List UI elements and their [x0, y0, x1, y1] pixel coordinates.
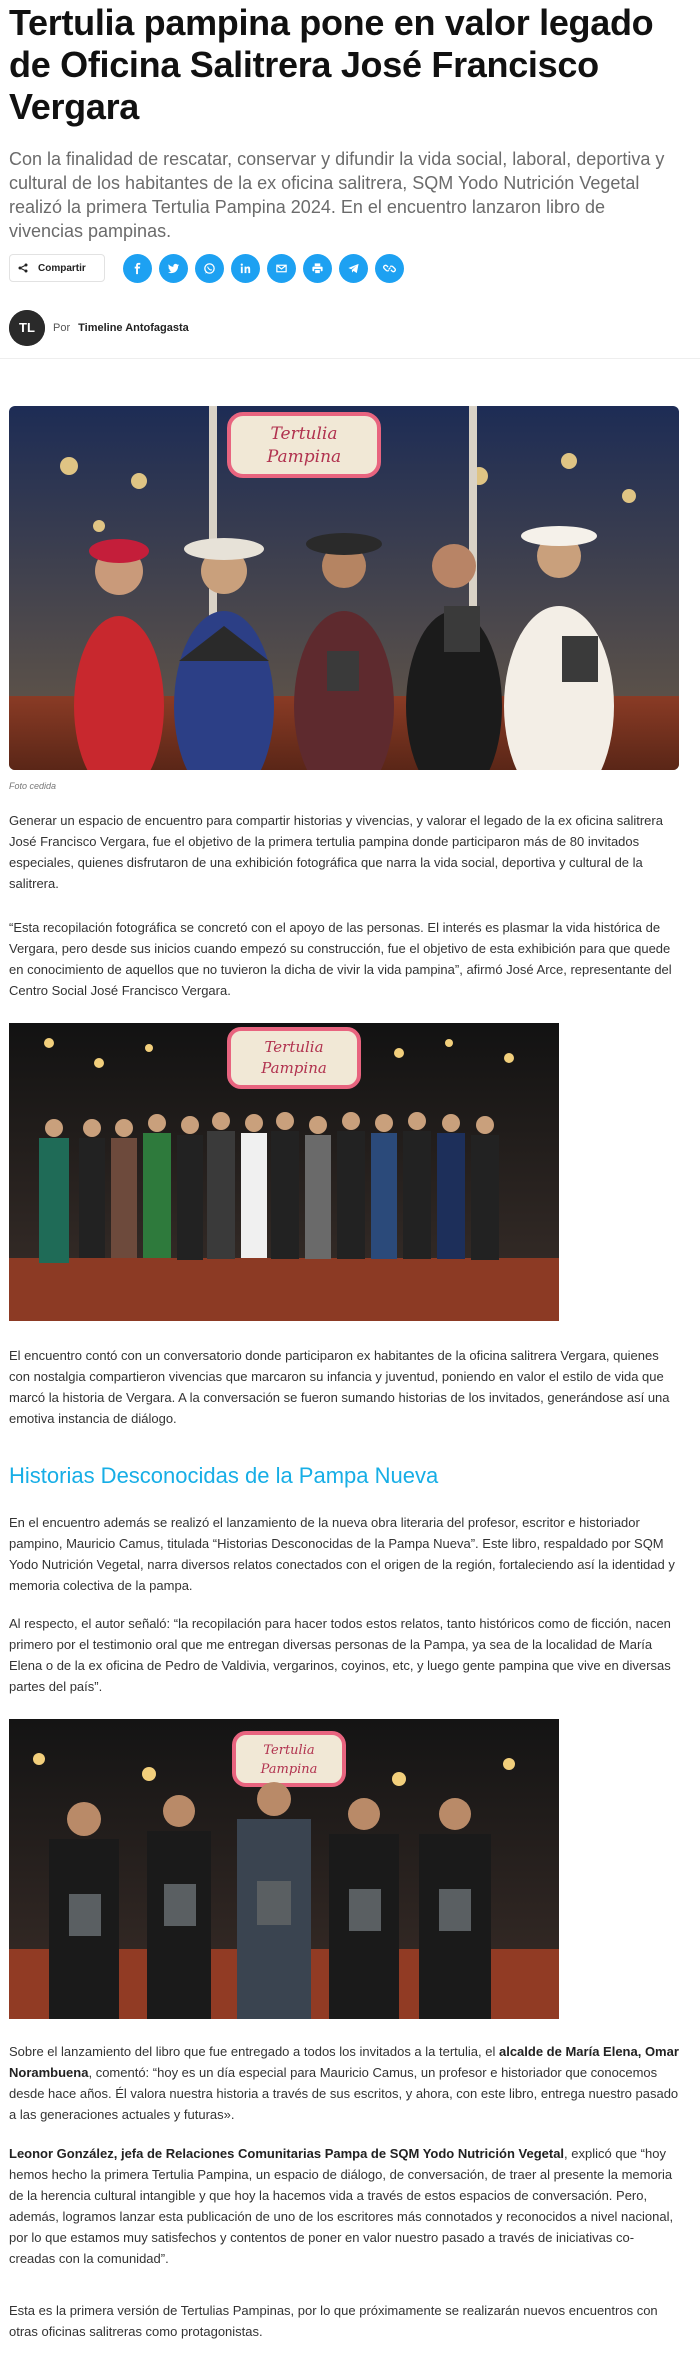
banner2-text-2: Pampina — [261, 1059, 327, 1077]
email-icon[interactable] — [267, 254, 296, 283]
twitter-icon[interactable] — [159, 254, 188, 283]
article-subtitle: Con la finalidad de rescatar, conservar y difundir la vida social, laboral, deportiva y cultural de los habitantes de la ex oficina salitrera, SQM Yodo Nutrición Vegetal realizó la primera Tertulia Pampina 2024. En el encuentro lanzaron libro de vivencias pampinas. — [9, 149, 665, 241]
author-name-link[interactable]: Timeline Antofagasta — [78, 322, 189, 334]
mayor-name: alcalde de María Elena, Omar Norambuena — [9, 2044, 679, 2080]
article-title: Tertulia pampina pone en valor legado de Oficina Salitrera José Francisco Vergara — [9, 2, 654, 127]
paragraph-1: Generar un espacio de encuentro para compartir historias y vivencias, y valorar el legado de la ex oficina salitrera José Francisco Vergara, fue el objetivo de la primera tertulia pampina donde participaron más de 80 invitados especiales, quienes disfrutaron de una exhibición fotográfica que narra la vida social, deportiva y cultural de la salitrera. — [9, 813, 663, 891]
author-avatar[interactable] — [9, 310, 45, 346]
paragraph-8: Esta es la primera versión de Tertulias Pampinas, por lo que próximamente se realizarán nuevos encuentros con otras oficinas salitreras como protagonistas. — [9, 2303, 658, 2339]
share-icon — [18, 263, 28, 273]
linkedin-icon[interactable] — [231, 254, 260, 283]
photo-book-holders — [9, 1719, 559, 2019]
logo-text: TL — [19, 320, 35, 335]
paragraph-2: “Esta recopilación fotográfica se concretó con el apoyo de las personas. El interés es plasmar la vida histórica de Vergara, pero desde sus inicios cuando empezó su construcción, fue el objetivo de esta exhibición para que quede en conocimiento de aquellos que no tuvieron la dicha de vivir la vida pampina”, afirmó José Arce, representante del Centro Social José Francisco Vergara. — [9, 920, 672, 998]
banner3-text-1: Tertulia — [263, 1743, 315, 1758]
photo-group — [9, 1023, 559, 1321]
link-icon[interactable] — [375, 254, 404, 283]
paragraph-4: En el encuentro además se realizó el lanzamiento de la nueva obra literaria del profesor, escritor e historiador pampino, Mauricio Camus, titulada “Historias Desconocidas de la Pampa Nueva”. Este libro, respaldado por SQM Yodo Nutrición Vegetal, narra diversos relatos conectados con el origen de la región, fortaleciendo así la identidad y memoria colectiva de la pampa. — [9, 1515, 675, 1593]
author-byline — [9, 310, 189, 346]
author-prefix: Por — [53, 322, 71, 334]
paragraph-6: Sobre el lanzamiento del libro que fue entregado a todos los invitados a la tertulia, el alcalde de María Elena, Omar Norambuena, comentó: “hoy es un día especial para Mauricio Camus, un profesor e historiador que conocemos desde hace años. Él valora nuestra historia a través de sus escritos, y ahora, con este libro, entrega nuestro pasado a las generaciones actuales y futuras». — [9, 2044, 679, 2122]
print-icon[interactable] — [303, 254, 332, 283]
section-heading: Historias Desconocidas de la Pampa Nueva — [9, 1463, 439, 1488]
divider — [0, 358, 700, 359]
share-label: Compartir — [38, 262, 86, 274]
social-share-bar — [123, 254, 404, 283]
paragraph-5: Al respecto, el autor señaló: “la recopilación para hacer todos estos relatos, tanto históricos como de ficción, nacen primero por el testimonio oral que me entregan diversas personas de la Pampa, ya sea de la localidad de María Elena o de la ex oficina de Pedro de Valdivia, vergarinos, coyinos, etc, y luego gente pampina que vive en diversas partes del país”. — [9, 1616, 671, 1694]
banner-text-1: Tertulia — [270, 424, 338, 444]
leonor-name: Leonor González, jefa de Relaciones Comunitarias Pampa de SQM Yodo Nutrición Vegetal — [9, 2146, 565, 2161]
banner-text-2: Pampina — [266, 447, 342, 467]
photo-women-costumes — [9, 406, 679, 770]
share-button[interactable] — [9, 254, 105, 282]
paragraph-3: El encuentro contó con un conversatorio donde participaron ex habitantes de la oficina salitrera Vergara, quienes con nostalgia compartieron vivencias que marcaron su infancia y juventud, poniendo en valor el estilo de vida que marcó la historia de Vergara. A la conversación se fueron sumando historias de los invitados, generándose así una emotiva instancia de diálogo. — [9, 1348, 670, 1426]
telegram-icon[interactable] — [339, 254, 368, 283]
image-caption: Foto cedida — [9, 781, 57, 791]
timeline-logo-icon — [9, 310, 45, 346]
paragraph-7: Leonor González, jefa de Relaciones Comunitarias Pampa de SQM Yodo Nutrición Vegetal, explicó que “hoy hemos hecho la primera Tertulia Pampina, un espacio de diálogo, de conversación, de traer al presente la memoria de la herencia cultural intangible y que hoy la hacemos vida a través de estos espacios de conversación. Pero, además, logramos lanzar esta publicación de uno de los escritores más connotados y reconocidos a nivel nacional, por lo que estamos muy satisfechos y contentos de poner en valor nuestro pasado a través de iniciativas co-creadas con la comunidad”. — [9, 2146, 674, 2266]
whatsapp-icon[interactable] — [195, 254, 224, 283]
facebook-icon[interactable] — [123, 254, 152, 283]
banner2-text-1: Tertulia — [264, 1038, 324, 1056]
banner3-text-2: Pampina — [260, 1762, 318, 1777]
